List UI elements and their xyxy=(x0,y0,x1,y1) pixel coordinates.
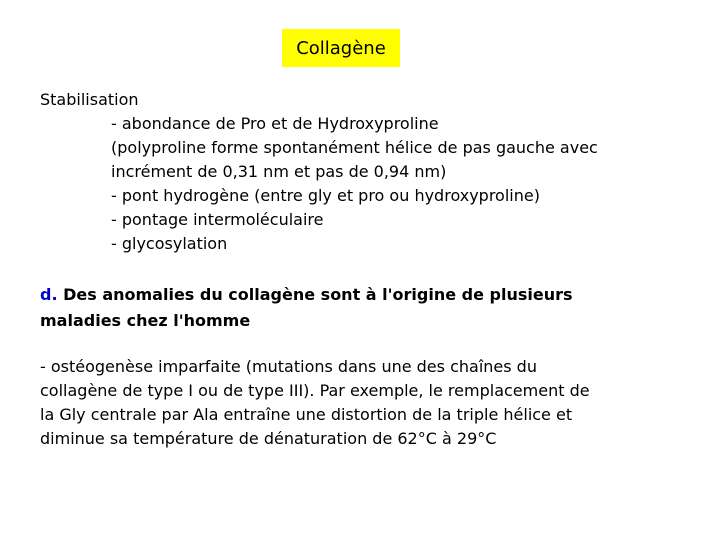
section-letter: d. xyxy=(40,285,58,304)
paragraph-line: diminue sa température de dénaturation de 62°C à 29°C xyxy=(40,429,497,448)
paragraph-line: collagène de type I ou de type III). Par exemple, le remplacement de xyxy=(40,381,590,400)
osteogenesis-paragraph xyxy=(40,355,590,451)
page-title: Collagène xyxy=(282,29,400,67)
section-d-text: Des anomalies du collagène sont à l'origine de plusieurs xyxy=(57,285,573,304)
paragraph-line: - ostéogenèse imparfaite (mutations dans une des chaînes du xyxy=(40,357,537,376)
stabilisation-heading: Stabilisation xyxy=(40,90,139,109)
stabilisation-line: (polyproline forme spontanément hélice de pas gauche avec xyxy=(111,138,598,157)
section-d-line-1 xyxy=(40,282,573,308)
section-d-heading xyxy=(40,282,573,334)
stabilisation-line: - abondance de Pro et de Hydroxyproline xyxy=(111,114,439,133)
section-d-line-2: maladies chez l'homme xyxy=(40,311,251,330)
stabilisation-list xyxy=(111,112,598,256)
stabilisation-line: - pont hydrogène (entre gly et pro ou hydroxyproline) xyxy=(111,186,540,205)
stabilisation-line: incrément de 0,31 nm et pas de 0,94 nm) xyxy=(111,162,447,181)
paragraph-line: la Gly centrale par Ala entraîne une distortion de la triple hélice et xyxy=(40,405,573,424)
stabilisation-line: - glycosylation xyxy=(111,234,228,253)
stabilisation-line: - pontage intermoléculaire xyxy=(111,210,324,229)
